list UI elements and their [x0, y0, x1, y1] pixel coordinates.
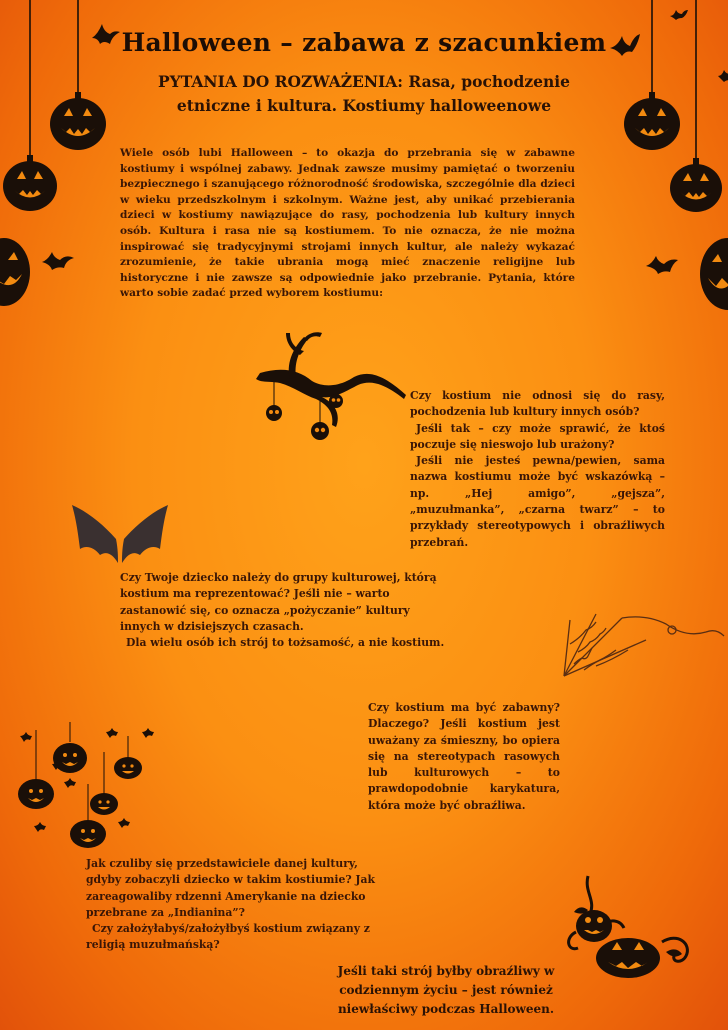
question-3-text: Czy kostium ma być zabawny? Dlaczego? Jeśli kostium jest uważany za śmieszny, bo opiera się na stereotypach rasowych lub kulturowych – to prawdopodobnie karykatura, która może być obraźliwa.	[368, 701, 560, 812]
question-1-followup: Jeśli tak – czy może sprawić, że ktoś poczuje się nieswojo lub urażony?	[410, 421, 665, 451]
question-2-text: Czy Twoje dziecko należy do grupy kulturowej, którą kostium ma reprezentować? Jeśli nie – warto zastanowić się, co oznacza „pożyczanie” kultury innych w dzisiejszych czasach.	[120, 571, 437, 633]
question-block-3	[368, 700, 560, 814]
page-subtitle: PYTANIA DO ROZWAŻENIA: Rasa, pochodzenie etniczne i kultura. Kostiumy halloweenowe	[157, 72, 571, 115]
bat-wings-icon	[72, 505, 172, 565]
pumpkin-vine-icon	[566, 872, 706, 982]
small-pumpkins-group-icon	[14, 722, 154, 852]
page-title: Halloween – zabawa z szacunkiem	[121, 28, 607, 57]
question-block-2	[120, 570, 445, 651]
tree-branch-skulls-icon	[250, 325, 410, 445]
closing-statement: Jeśli taki strój byłby obraźliwy w codziennym życiu – jest również niewłaściwy podczas Halloween.	[337, 964, 555, 1016]
question-4-followup: Czy założyłabyś/założyłbyś kostium związany z religią muzułmańską?	[86, 922, 370, 952]
question-4-text: Jak czuliby się przedstawiciele danej kultury, gdyby zobaczyli dziecko w takim kostiumie? Jak zareagowaliby rdzenni Amerykanie na dziecko przebrane za „Indianina”?	[86, 857, 376, 919]
spider-web-icon	[556, 610, 726, 700]
question-block-1	[410, 388, 665, 551]
intro-paragraph: Wiele osób lubi Halloween – to okazja do przebrania się w zabawne kostiumy i wspólnej zabawy. Jednak zawsze musimy pamiętać o tworzeniu bezpiecznego i szanującego różnorodność środowiska, szczególnie dla dzieci w wieku przedszkolnym i szkolnym. Ważne jest, aby unikać przebierania dzieci w kostiumy nawiązujące do rasy, pochodzenia lub kultury innych osób. Kultura i rasa nie są kostiumem. To nie oznacza, że nie można inspirować się tradycyjnymi strojami innych kultur, ale należy wykazać zrozumienie, że takie ubrania mogą mieć znaczenie religijne lub historyczne i nie zawsze są odpowiednie jako przebranie. Pytania, które warto sobie zadać przed wyborem kostiumu:	[120, 147, 575, 300]
question-2-note: Dla wielu osób ich strój to tożsamość, a nie kostium.	[126, 636, 445, 650]
question-1-text: Czy kostium nie odnosi się do rasy, pochodzenia lub kultury innych osób?	[410, 389, 665, 419]
question-block-4	[86, 856, 389, 954]
question-1-examples: Jeśli nie jesteś pewna/pewien, sama nazwa kostiumu może być wskazówką – np. „Hej amigo”, „gejsza”, „muzułmanka”, „czarna twarz” – to przykłady stereotypowych i obraźliwych przebrań.	[410, 454, 665, 549]
